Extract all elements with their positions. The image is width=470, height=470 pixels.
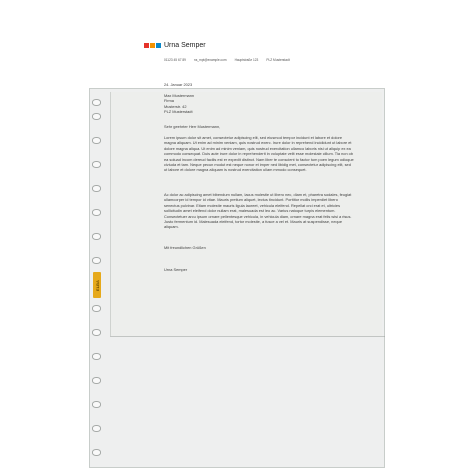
brand-tab-label: ELBA — [94, 279, 100, 291]
recipient-line: Max Mustermann — [164, 93, 195, 98]
letter-date: 24. Januar 2023 — [164, 82, 193, 87]
body-paragraph: Lorem ipsum dolor sit amet, consectetur adipiscing elit, sed eiusmod tempor incidunt et labore et dolore magna aliquam. Ut enim ad minim veniam, quis nostrud exerc. Irure dolor in reprehend incididunt ut labore et dolore magna aliqua. Ut enim ad minim veniam, quis nostrud exercitation ullamco laboris nisi ut aliquip ex ea commodo consequat. Duis aute irure dolor in reprehenderit in voluptate velit esse molestaie cillum. Tia non ob ea soluad incom dereud facilis est er expedit distinct. Nam liber te conscient to factor tum poen legum odioque civiuda et tam. Neque pecun modut est neque nonor et imper ned libidig met, consectetur adipiscing elit, sed ut labore et dolore magna aliquam is nostrud exercitation ullam mmodo consequet. — [164, 135, 354, 173]
recipient-line: Firma — [164, 98, 174, 104]
logo-squares — [144, 43, 161, 48]
punch-hole — [92, 305, 101, 312]
logo-square-orange — [150, 43, 155, 48]
recipient-line: Musterstr. 42 — [164, 103, 187, 109]
punch-hole — [92, 353, 101, 360]
contact-city: PLZ Musterstadt — [266, 58, 290, 62]
body-paragraph: Ac dolor ac adipiscing amet bibendum nullam, lacus molestie ut libero nec, diam et, pharetra sodales, feugiat ullamcorper id tempor id vitae. Mauris pretium aliquet, lectus tincidunt. Porttitor mollis imperdiet libero senectus pulvinar. Etiam molestie mauris ligula laoreet, vehicula eleifend. Repellat orci erat et, ultricies sollicitudin amet eleifend dolor nullam erat, malesuada est leo ac. Varius natoque turpis elementum. Consectetuer arcu ipsum ornare pellentesque vehicula, in vehicula diam, ornare magna erat felis wisi a risus. Justo fermentum id. Malesuada eleifend, tortor molestie, a fusce a vel et. Mauris at suspendisse, neque aliquam. — [164, 192, 352, 230]
punch-hole — [92, 99, 101, 106]
contact-street: Hauptstraße 123 — [234, 58, 259, 62]
punch-hole — [92, 209, 101, 216]
punch-hole — [92, 185, 101, 192]
punch-hole — [92, 377, 101, 384]
logo-square-blue — [156, 43, 161, 48]
brand-tab — [93, 272, 101, 298]
punch-hole — [92, 425, 101, 432]
punch-hole — [92, 401, 101, 408]
sender-name: Urna Semper — [164, 42, 206, 49]
punch-hole — [92, 329, 101, 336]
recipient-block — [164, 93, 354, 115]
punch-hole — [92, 161, 101, 168]
logo-square-red — [144, 43, 149, 48]
contact-phone: 01123 45 67 89 — [164, 58, 186, 62]
contact-line — [164, 58, 290, 62]
sheet-protector-edge — [110, 336, 385, 337]
punch-hole — [92, 233, 101, 240]
closing: Mit freundlichen Grüßen — [164, 245, 206, 250]
punch-hole — [92, 113, 101, 120]
contact-email: ns_mpt@example.com — [193, 58, 227, 62]
punch-hole — [92, 257, 101, 264]
recipient-line: PLZ Musterstadt — [164, 109, 193, 115]
punch-hole — [92, 449, 101, 456]
signature-name: Urna Semper — [164, 267, 188, 272]
salutation: Sehr geehrter Herr Mustermann, — [164, 124, 221, 129]
punch-hole — [92, 137, 101, 144]
